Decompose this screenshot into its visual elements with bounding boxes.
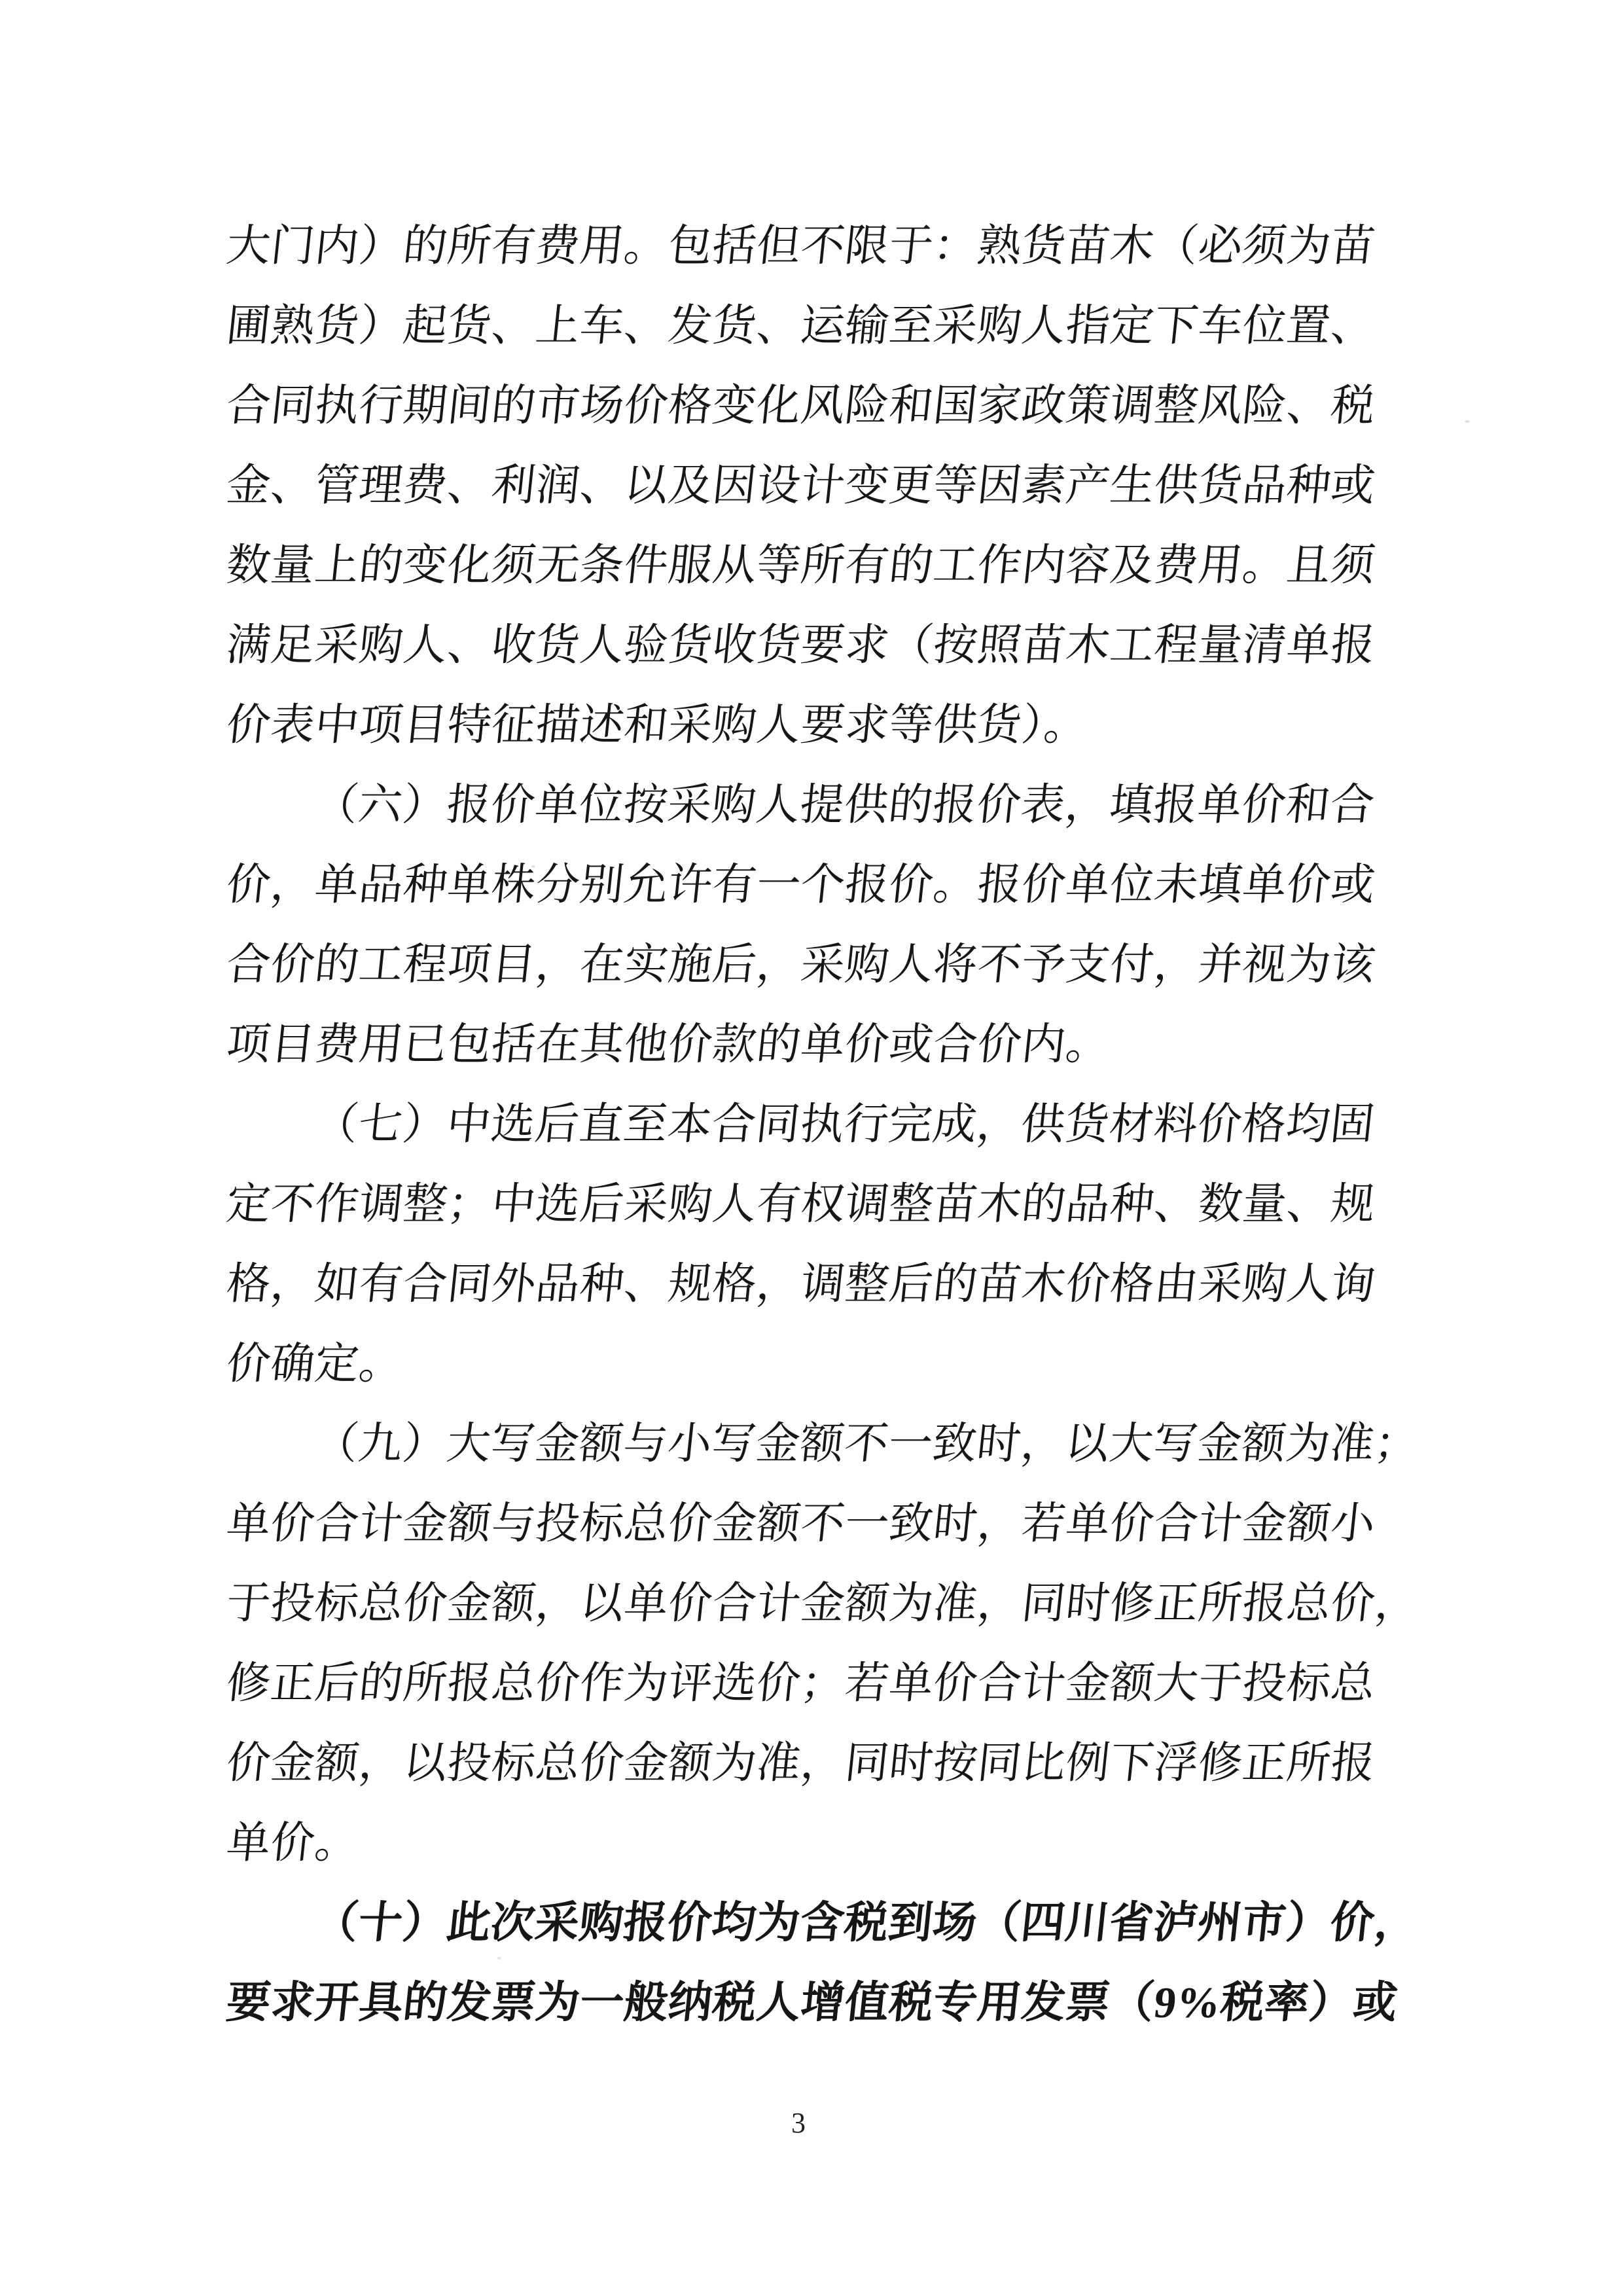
text-line: 合同执行期间的市场价格变化风险和国家政策调整风险、税 (224, 382, 1378, 430)
text-line paragraph-start: （十）此次采购报价均为含税到场（四川省泸州市）价， (312, 1899, 1421, 1947)
scan-speck (531, 865, 535, 868)
text-line: 价金额，以投标总价金额为准，同时按同比例下浮修正所报 (224, 1739, 1378, 1787)
text-line: 满足采购人、收货人验货收货要求（按照苗木工程量清单报 (224, 621, 1378, 670)
text-line: 单价合计金额与投标总价金额不一致时，若单价合计金额小 (224, 1499, 1378, 1548)
scan-speck (1465, 420, 1470, 423)
text-line: 格，如有合同外品种、规格，调整后的苗木价格由采购人询 (224, 1260, 1378, 1308)
text-line paragraph-start: （六）报价单位按采购人提供的报价表，填报单价和合 (312, 781, 1378, 829)
body-text (224, 206, 1422, 2043)
text-line: 定不作调整；中选后采购人有权调整苗木的品种、数量、规 (224, 1180, 1378, 1229)
text-line: 金、管理费、利润、以及因设计变更等因素产生供货品种或 (224, 461, 1378, 510)
scan-speck (497, 1957, 501, 1960)
text-line: 要求开具的发票为一般纳税人增值税专用发票（9%税率）或 (224, 1979, 1400, 2027)
scan-speck (732, 738, 736, 740)
text-line: 价表中项目特征描述和采购人要求等供货）。 (224, 701, 1091, 749)
page-number: 3 (791, 2107, 806, 2139)
text-line paragraph-start: （九）大写金额与小写金额不一致时，以大写金额为准； (312, 1420, 1421, 1468)
text-line paragraph-start: （七）中选后直至本合同执行完成，供货材料价格均固 (312, 1100, 1378, 1149)
scan-speck (939, 470, 944, 473)
text-line: 圃熟货）起货、上车、发货、运输至采购人指定下车位置、 (224, 302, 1378, 350)
text-line: 价，单品种单株分别允许有一个报价。报价单位未填单价或 (224, 861, 1378, 909)
text-line: 单价。 (224, 1819, 362, 1867)
text-line: 数量上的变化须无条件服从等所有的工作内容及费用。且须 (224, 541, 1378, 590)
text-line: 大门内）的所有费用。包括但不限于：熟货苗木（必须为苗 (224, 222, 1378, 270)
text-line: 合价的工程项目，在实施后，采购人将不予支付，并视为该 (224, 941, 1378, 989)
text-line: 修正后的所报总价作为评选价；若单价合计金额大于投标总 (224, 1659, 1378, 1708)
text-line: 价确定。 (224, 1340, 406, 1388)
text-line: 项目费用已包括在其他价款的单价或合价内。 (224, 1020, 1113, 1069)
text-line: 于投标总价金额，以单价合计金额为准，同时修正所报总价， (224, 1579, 1422, 1628)
